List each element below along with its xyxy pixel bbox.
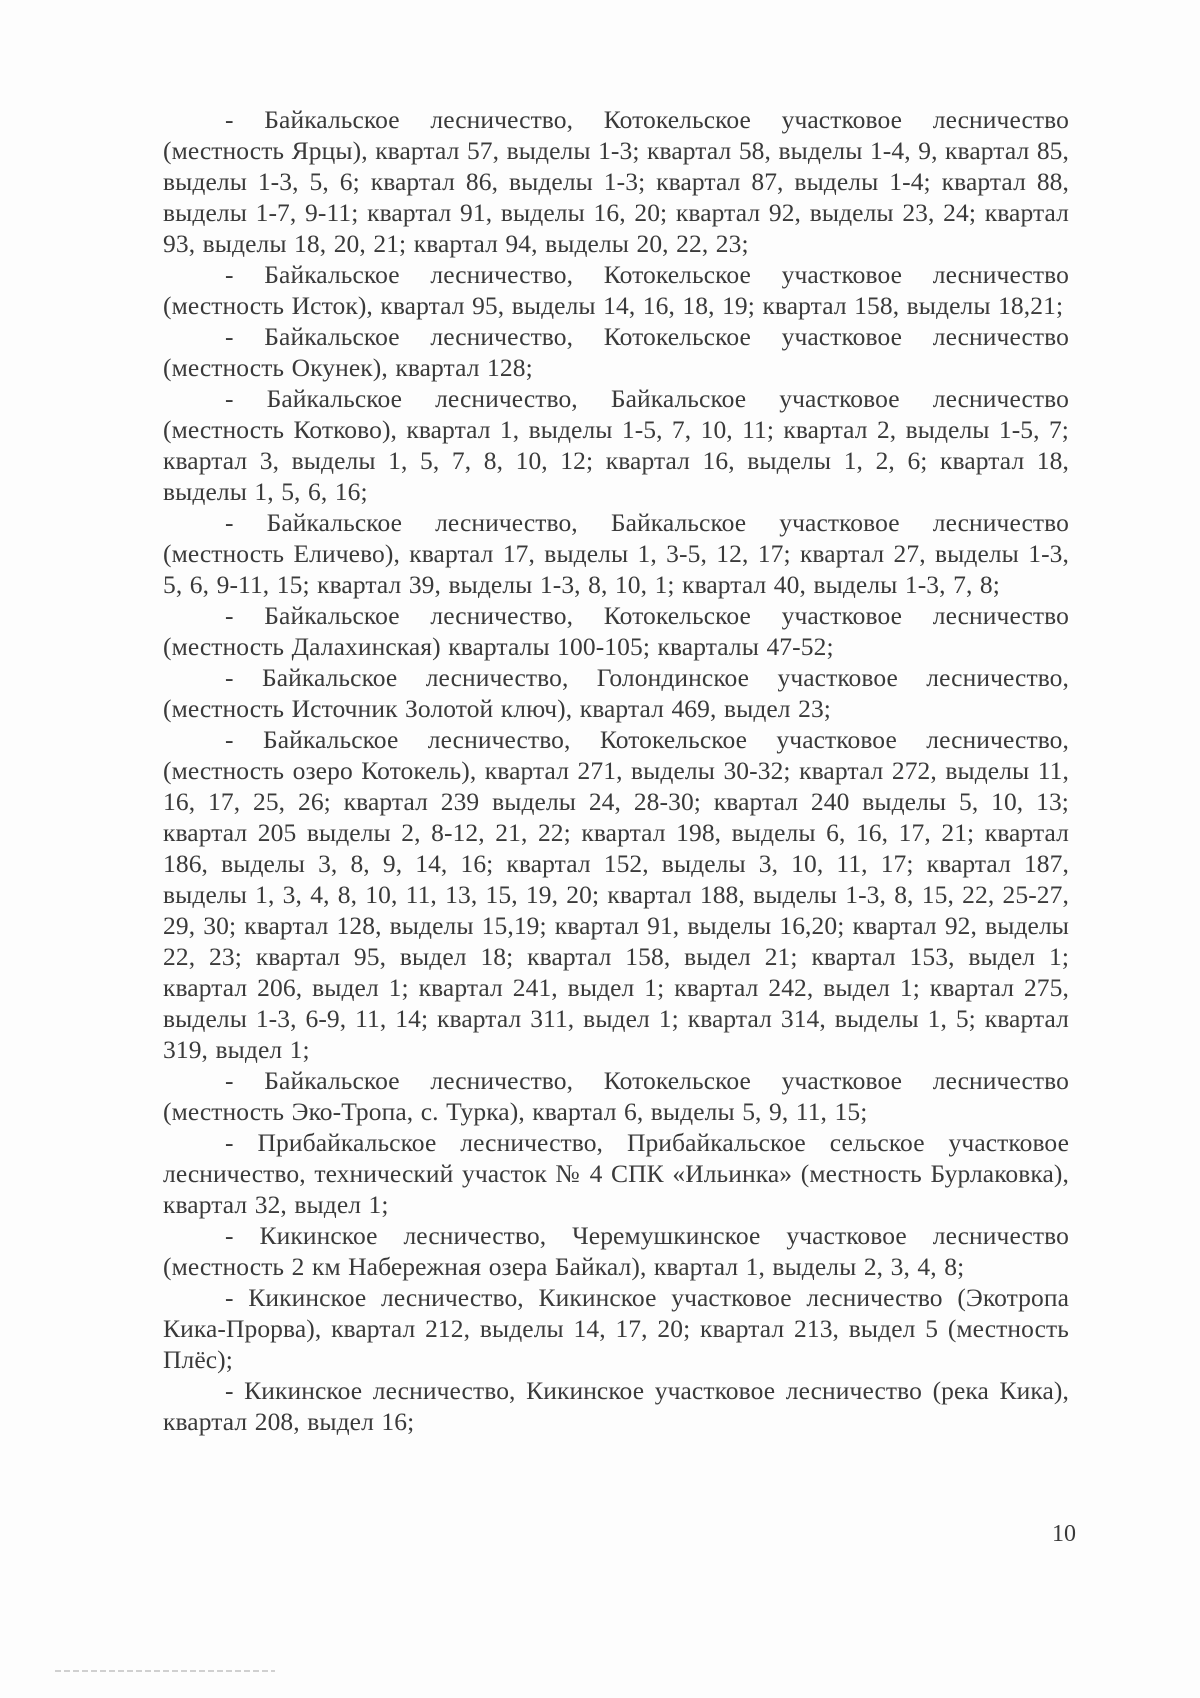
- list-item: - Байкальское лесничество, Байкальское участковое лесничество (местность Котково), квартал 1, выделы 1-5, 7, 10, 11; квартал 2, выделы 1-5, 7; квартал 3, выделы 1, 5, 7, 8, 10, 12; квартал 16, выделы 1, 2, 6; квартал 18, выделы 1, 5, 6, 16;: [163, 384, 1069, 506]
- list-item: - Кикинское лесничество, Кикинское участковое лесничество (Экотропа Кика-Прорва), квартал 212, выделы 14, 17, 20; квартал 213, выдел 5 (местность Плёс);: [163, 1283, 1069, 1374]
- list-item: - Байкальское лесничество, Котокельское участковое лесничество (местность Окунек), квартал 128;: [163, 322, 1069, 382]
- list-item: - Байкальское лесничество, Котокельское участковое лесничество (местность Ярцы), квартал 57, выделы 1-3; квартал 58, выделы 1-4, 9, квартал 85, выделы 1-3, 5, 6; квартал 86, выделы 1-3; квартал 87, выделы 1-4; квартал 88, выделы 1-7, 9-11; квартал 91, выделы 16, 20; квартал 92, выделы 23, 24; квартал 93, выделы 18, 20, 21; квартал 94, выделы 20, 22, 23;: [163, 105, 1069, 258]
- page-number: 10: [1052, 1521, 1076, 1547]
- list-item: - Байкальское лесничество, Байкальское участковое лесничество (местность Еличево), квартал 17, выделы 1, 3-5, 12, 17; квартал 27, выделы 1-3, 5, 6, 9-11, 15; квартал 39, выделы 1-3, 8, 10, 1; квартал 40, выделы 1-3, 7, 8;: [163, 508, 1069, 599]
- list-item: - Байкальское лесничество, Котокельское участковое лесничество (местность Эко-Тропа, с. Турка), квартал 6, выделы 5, 9, 11, 15;: [163, 1066, 1069, 1126]
- list-item: - Байкальское лесничество, Котокельское участковое лесничество (местность Исток), квартал 95, выделы 14, 16, 18, 19; квартал 158, выделы 18,21;: [163, 260, 1069, 320]
- list-item: - Кикинское лесничество, Кикинское участковое лесничество (река Кика), квартал 208, выдел 16;: [163, 1376, 1069, 1436]
- list-item: - Байкальское лесничество, Голондинское участковое лесничество, (местность Источник Золотой ключ), квартал 469, выдел 23;: [163, 663, 1069, 723]
- document-body: [163, 104, 1069, 1437]
- list-item: - Кикинское лесничество, Черемушкинское участковое лесничество (местность 2 км Набережная озера Байкал), квартал 1, выделы 2, 3, 4, 8;: [163, 1221, 1069, 1281]
- list-item: - Байкальское лесничество, Котокельское участковое лесничество (местность Далахинская) кварталы 100-105; кварталы 47-52;: [163, 601, 1069, 661]
- list-item: - Байкальское лесничество, Котокельское участковое лесничество, (местность озеро Котокель), квартал 271, выделы 30-32; квартал 272, выделы 11, 16, 17, 25, 26; квартал 239 выделы 24, 28-30; квартал 240 выделы 5, 10, 13; квартал 205 выделы 2, 8-12, 21, 22; квартал 198, выделы 6, 16, 17, 21; квартал 186, выделы 3, 8, 9, 14, 16; квартал 152, выделы 3, 10, 11, 17; квартал 187, выделы 1, 3, 4, 8, 10, 11, 13, 15, 19, 20; квартал 188, выделы 1-3, 8, 15, 22, 25-27, 29, 30; квартал 128, выделы 15,19; квартал 91, выделы 16,20; квартал 92, выделы 22, 23; квартал 95, выдел 18; квартал 158, выдел 21; квартал 153, выдел 1; квартал 206, выдел 1; квартал 241, выдел 1; квартал 242, выдел 1; квартал 275, выделы 1-3, 6-9, 11, 14; квартал 311, выдел 1; квартал 314, выделы 1, 5; квартал 319, выдел 1;: [163, 725, 1069, 1064]
- scan-artifact-line: [55, 1670, 275, 1672]
- list-item: - Прибайкальское лесничество, Прибайкальское сельское участковое лесничество, технический участок № 4 СПК «Ильинка» (местность Бурлаковка), квартал 32, выдел 1;: [163, 1128, 1069, 1219]
